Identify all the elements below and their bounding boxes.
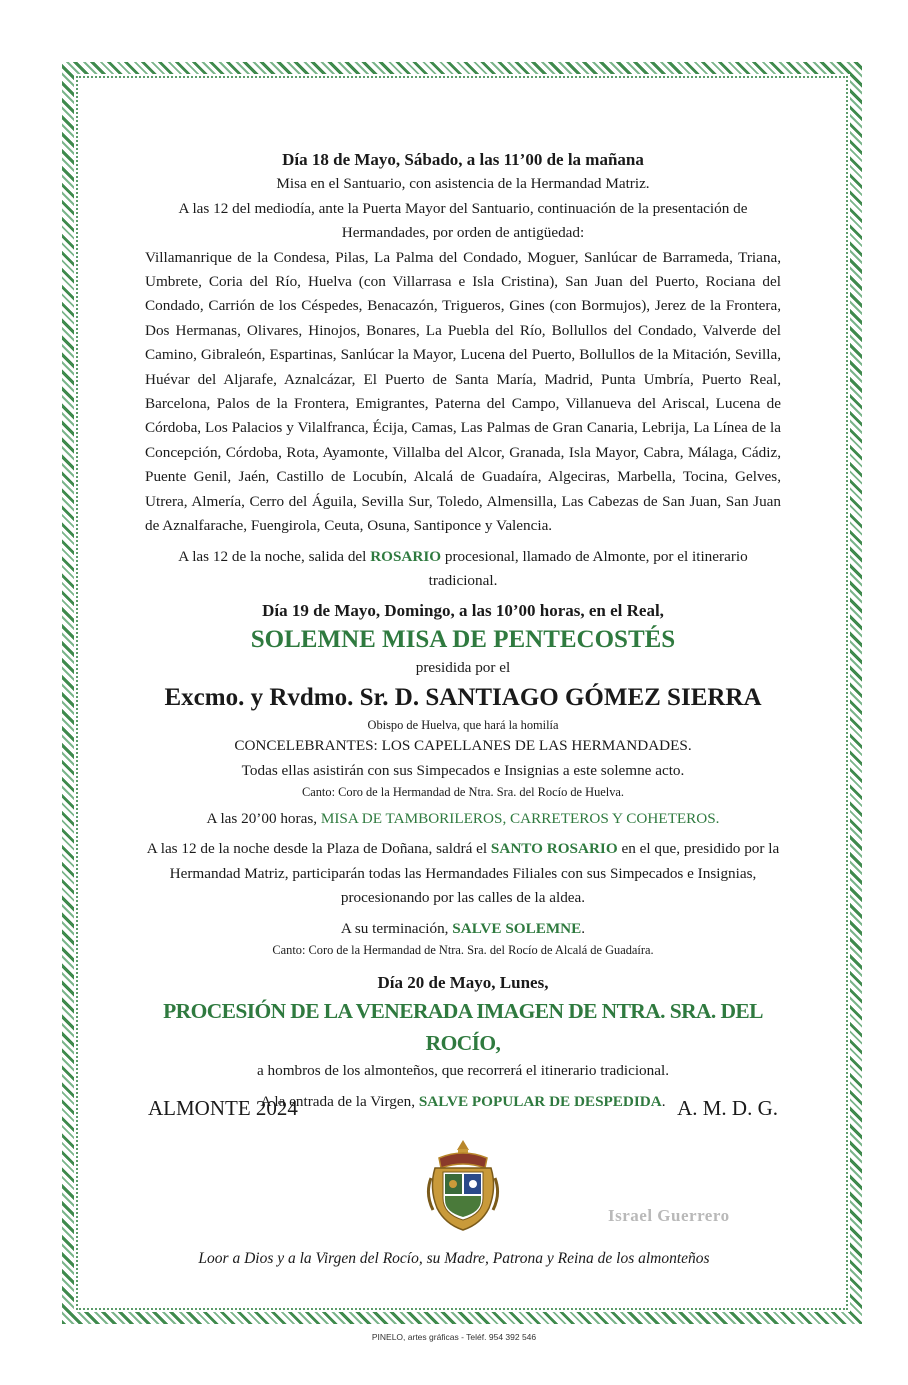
printer-credit: PINELO, artes gráficas - Teléf. 954 392 546 (371, 1332, 537, 1342)
procession-title: PROCESIÓN DE LA VENERADA IMAGEN DE NTRA. SRA. DEL ROCÍO, (163, 999, 763, 1056)
program-content (145, 142, 781, 1114)
day18-title: Día 18 de Mayo, Sábado, a las 11’00 de la mañana (282, 150, 644, 169)
choir-note: Canto: Coro de la Hermandad de Ntra. Sra. del Rocío de Huelva. (301, 784, 625, 799)
santo-rosario-highlight: SANTO ROSARIO (490, 840, 618, 858)
day20-title: Día 20 de Mayo, Lunes, (377, 972, 549, 992)
bishop-role: Obispo de Huelva, que hará la homilía (367, 718, 559, 733)
salve-highlight: SALVE SOLEMNE (452, 919, 582, 937)
attend-note: Todas ellas asistirán con sus Simpecados e Insignias a este solemne acto. (241, 761, 685, 779)
signature-watermark: Israel Guerrero (608, 1206, 730, 1225)
day18-line2: A las 12 del mediodía, ante la Puerta Mayor del Santuario, continuación de la presentación de Hermandades, por orden de antigüedad: (178, 199, 748, 242)
footer-row (148, 1096, 778, 1121)
santo-rosario: A las 12 de la noche desde la Plaza de Doñana, saldrá el SANTO ROSARIO en el que, presidido por la Hermandad Matriz, participarán todas las Hermandades Filiales con sus Simpecados e Insignias, procesionando por las calles de la aldea. (146, 840, 780, 907)
bishop-name: Excmo. y Rvdmo. Sr. D. SANTIAGO GÓMEZ SIERRA (164, 684, 762, 712)
presided-by: presidida por el (415, 658, 511, 676)
farewell-salve: A la entrada de la Virgen, SALVE POPULAR DE DESPEDIDA. (260, 1092, 666, 1110)
pentecost-mass-title: SOLEMNE MISA DE PENTECOSTÉS (250, 625, 676, 653)
amdg: A. M. D. G. (677, 1096, 778, 1120)
day19-title: Día 19 de Mayo, Domingo, a las 10’00 horas, en el Real, (262, 601, 664, 621)
salve-solemne: A su terminación, SALVE SOLEMNE. (340, 919, 586, 937)
tamborileros-mass: A las 20’00 horas, MISA DE TAMBORILEROS, CARRETEROS Y COHETEROS. (206, 809, 720, 827)
brotherhood-list: Villamanrique de la Condesa, Pilas, La Palma del Condado, Moguer, Sanlúcar de Barrameda, Triana, Umbrete, Coria del Río, Huelva (con Villarrasa e Isla Cristina), San Juan del Puerto, Rociana del Condado, Carrión de los Céspedes, Benacazón, Trigueros, Gines (con Bormujos), Jerez de la Frontera, Dos Hermanas, Olivares, Hinojos, Bonares, La Puebla del Río, Bollullos del Condado, Valverde del Camino, Gibraleón, Espartinas, Sanlúcar la Mayor, Lucena del Puerto, Bollullos de la Mitación, Sevilla, Huévar del Aljarafe, Aznalcázar, El Puerto de Santa María, Madrid, Punta Umbría, Puerto Real, Barcelona, Palos de la Frontera, Emigrantes, Paterna del Campo, Villanueva del Ariscal, Lucena de Córdoba, Los Palacios y Vilalfranca, Écija, Camas, Las Palmas de Gran Canaria, Lebrija, La Línea de la Concepción, Córdoba, Rota, Ayamonte, Villalba del Alcor, Granada, Isla Mayor, Cabra, Málaga, Cádiz, Puente Genil, Jaén, Castillo de Locubín, Alcalá de Guadaíra, Algeciras, Marbella, Tocina, Gelves, Utrera, Almería, Cerro del Águila, Sevilla Sur, Toledo, Almensilla, Las Cabezas de San Juan, San Juan de Aznalfarache, Fuengirola, Ceuta, Osuna, Santiponce y Valencia. (145, 248, 781, 535)
day18-line1: Misa en el Santuario, con asistencia de la Hermandad Matriz. (276, 175, 650, 193)
concelebrants: CONCELEBRANTES: LOS CAPELLANES DE LAS HERMANDADES. (234, 737, 692, 755)
coat-of-arms-icon (425, 1138, 501, 1234)
day18-rosario: A las 12 de la noche, salida del ROSARIO procesional, llamado de Almonte, por el itinerario tradicional. (178, 547, 748, 589)
place-year: ALMONTE 2024 (148, 1096, 298, 1120)
motto: Loor a Dios y a la Virgen del Rocío, su Madre, Patrona y Reina de los almonteños (198, 1250, 710, 1267)
choir-note-2: Canto: Coro de la Hermandad de Ntra. Sra. del Rocío de Alcalá de Guadaíra. (272, 942, 654, 957)
rosario-highlight: ROSARIO (370, 547, 442, 565)
tamborileros-highlight: MISA DE TAMBORILEROS, CARRETEROS Y COHETEROS. (320, 809, 720, 827)
farewell-highlight: SALVE POPULAR DE DESPEDIDA (418, 1092, 662, 1110)
procession-note: a hombros de los almonteños, que recorrerá el itinerario tradicional. (256, 1062, 670, 1080)
